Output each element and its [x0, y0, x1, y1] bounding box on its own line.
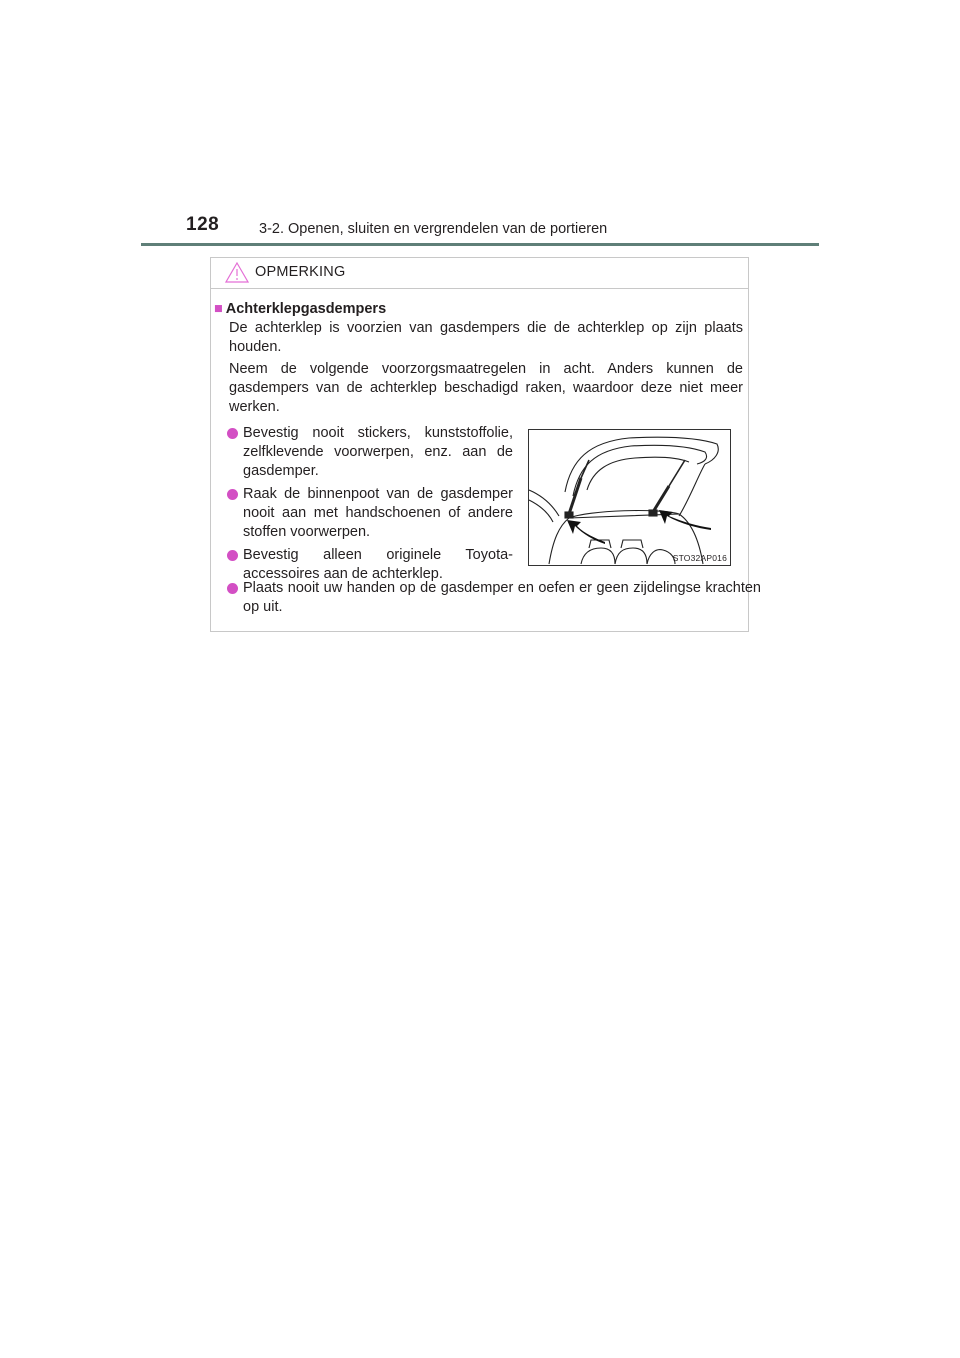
- bullet-item: [225, 485, 513, 542]
- bullet-text: Plaats nooit uw handen op de gasdemper en oefen er geen zijdelingse krachten op uit.: [243, 580, 761, 615]
- warning-triangle-icon: [225, 262, 249, 283]
- heading-text: Achterklepgasdempers: [225, 301, 387, 317]
- bullet-text: Bevestig alleen originele Toyota-accessoires aan de achterklep.: [243, 547, 513, 582]
- heading-square-icon: ■: [214, 301, 223, 317]
- bullet-list: [225, 424, 513, 588]
- header-rule: [141, 243, 819, 246]
- figure-code: STO32AP016: [672, 553, 727, 563]
- tailgate-illustration: [528, 429, 731, 566]
- bullet-text: Raak de binnenpoot van de gasdemper nooit aan met handschoenen of andere stoffen voorwerpen.: [243, 486, 513, 540]
- paragraph-2: Neem de volgende voorzorgsmaatregelen in acht. Anders kunnen de gasdempers van de achterklep beschadigd raken, waardoor deze niet meer werken.: [229, 361, 743, 415]
- bullet-item: [225, 424, 513, 481]
- bullet-dot-icon: [227, 550, 238, 561]
- bullet-item: [225, 579, 761, 617]
- bullet-dot-icon: [227, 428, 238, 439]
- section-title: 3-2. Openen, sluiten en vergrendelen van de portieren: [259, 221, 608, 237]
- tailgate-drawing: [529, 430, 730, 565]
- notice-heading: [214, 300, 386, 319]
- paragraph-1: De achterklep is voorzien van gasdempers die de achterklep op zijn plaats houden.: [229, 320, 743, 355]
- notice-label: OPMERKING: [255, 264, 346, 280]
- bullet-text: Bevestig nooit stickers, kunststoffolie, zelfklevende voorwerpen, enz. aan de gasdemper.: [243, 425, 513, 479]
- page-number: 128: [186, 214, 220, 235]
- notice-box: [210, 257, 761, 632]
- bullet-dot-icon: [227, 489, 238, 500]
- bullet-dot-icon: [227, 583, 238, 594]
- notice-header: [211, 258, 748, 289]
